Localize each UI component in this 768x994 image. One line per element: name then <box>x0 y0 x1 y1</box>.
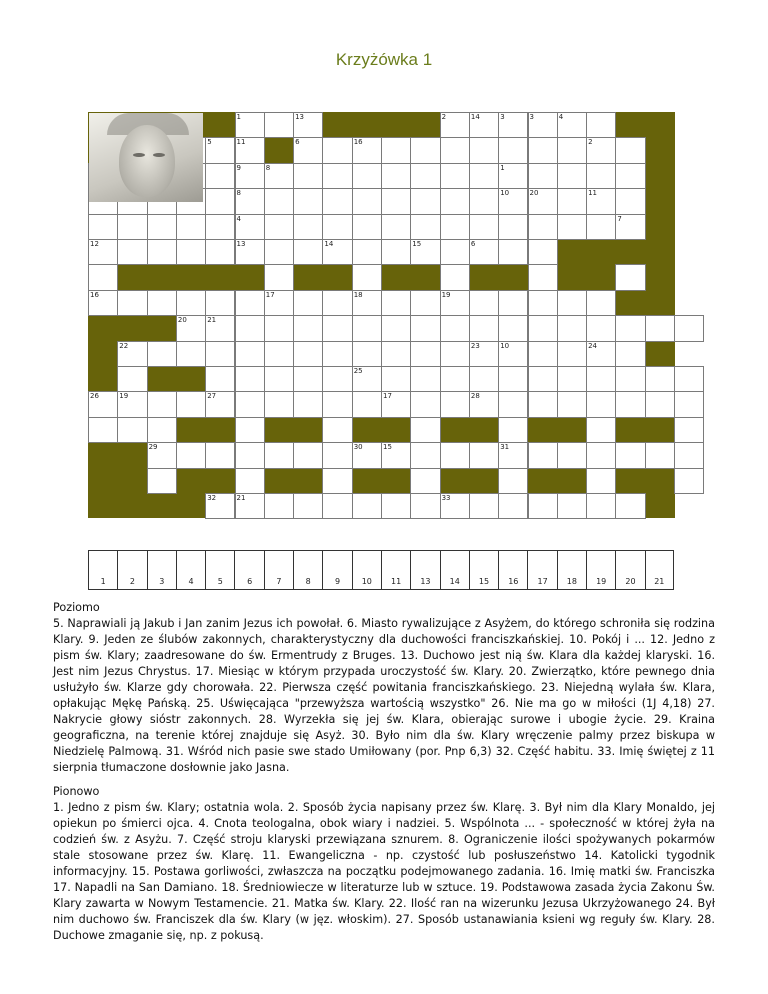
grid-cell[interactable] <box>117 290 147 316</box>
grid-cell[interactable] <box>235 417 265 443</box>
grid-cell[interactable] <box>498 493 528 519</box>
grid-cell[interactable] <box>147 214 177 240</box>
grid-cell[interactable] <box>498 137 528 163</box>
grid-cell[interactable] <box>615 137 645 163</box>
answer-number: 15 <box>478 577 490 586</box>
grid-cell[interactable] <box>586 315 616 341</box>
grid-cell[interactable] <box>88 214 118 240</box>
grid-cell[interactable] <box>293 391 323 417</box>
grid-cell[interactable] <box>88 264 118 290</box>
answer-number: 3 <box>159 577 165 586</box>
across-text: 5. Naprawiali ją Jakub i Jan zanim Jezus ich powołał. 6. Miasto rywalizujące z Asyżem, do którego schroniła się rodzina Klary. 9. Jeden ze ślubów zakonnych, charakterystyczny dla duchowości franciszkańskiej. 10. Pokój i ... 12. Jedno z pism św. Klary; zaadresowane do św. Ermentrudy z Bruges. 13. Duchowo jest nią św. Klara dla każdej klaryski. 16. Jest nim Jezus Chrystus. 17. Miesiąc w którym przypada uroczystość św. Klary. 20. Zwierzątko, które pewnego dnia usłużyło św. Klarze gdy chorowała. 22. Pierwsza część powitania franciszkańskiego. 23. Niejedną wylała św. Klara, opłakując Mękę Pańską. 25. Uświęcająca "przewyższa wartością wszystko" 26. Nie ma go w miłości (1J 4,18) 27. Nakrycie głowy sióstr zakonnych. 28. Wyrzekła się jej św. Klara, obierając surowe i ubogie życie. 29. Kraina geograficzna, na terenie której znajduje się Asyż. 30. Było nim dla św. Klary wręczenie palmy przez biskupa w Niedzielę Palmową. 31. Wśród nich pasie swe stado Umiłowany (por. Pnp 6,3) 32. Część habitu. 33. Imię świętej z 11 sierpnia tłumaczone dosłownie jako Jasna. <box>53 617 715 774</box>
grid-cell[interactable] <box>674 442 704 468</box>
grid-cell[interactable] <box>322 366 352 392</box>
grid-cell[interactable] <box>528 264 558 290</box>
clue-number: 30 <box>353 443 363 452</box>
grid-cell[interactable] <box>147 468 177 494</box>
answer-number: 19 <box>596 577 607 586</box>
clue-number: 20 <box>529 189 539 198</box>
grid-cell[interactable] <box>205 341 235 367</box>
grid-cell[interactable] <box>469 137 499 163</box>
grid-cell[interactable] <box>147 391 177 417</box>
grid-cell[interactable] <box>322 315 352 341</box>
grid-cell[interactable] <box>264 214 294 240</box>
answer-number: 18 <box>566 577 577 586</box>
grid-cell[interactable] <box>557 163 587 189</box>
grid-cell[interactable] <box>440 163 470 189</box>
grid-cell[interactable] <box>440 214 470 240</box>
grid-cell[interactable] <box>440 442 470 468</box>
grid-cell[interactable] <box>322 290 352 316</box>
grid-cell[interactable] <box>117 239 147 265</box>
grid-cell[interactable] <box>381 163 411 189</box>
answer-cell[interactable] <box>322 550 351 590</box>
grid-cell[interactable] <box>352 163 382 189</box>
grid-cell[interactable] <box>586 290 616 316</box>
grid-cell[interactable] <box>147 341 177 367</box>
clue-number: 16 <box>353 138 363 147</box>
answer-cell[interactable] <box>88 550 117 590</box>
grid-cell[interactable] <box>205 239 235 265</box>
grid-cell[interactable] <box>176 391 206 417</box>
answer-cell[interactable] <box>615 550 644 590</box>
grid-cell[interactable] <box>528 290 558 316</box>
clue-number: 22 <box>119 341 129 350</box>
grid-cell[interactable] <box>293 341 323 367</box>
clue-number: 14 <box>324 240 334 248</box>
grid-cell[interactable] <box>293 315 323 341</box>
clue-number: 33 <box>441 494 451 502</box>
answer-number: 17 <box>537 577 548 586</box>
grid-cell[interactable] <box>498 315 528 341</box>
portrait-photo <box>89 113 203 202</box>
grid-cell[interactable] <box>645 366 675 392</box>
grid-cell[interactable] <box>410 493 440 519</box>
grid-cell[interactable] <box>645 315 675 341</box>
grid-cell[interactable] <box>410 188 440 214</box>
grid-cell[interactable] <box>235 341 265 367</box>
grid-cell[interactable] <box>410 391 440 417</box>
grid-cell[interactable] <box>264 493 294 519</box>
answer-number: 7 <box>276 577 282 586</box>
grid-cell[interactable] <box>205 290 235 316</box>
grid-cell[interactable] <box>586 417 616 443</box>
grid-cell[interactable] <box>469 442 499 468</box>
answer-cell[interactable] <box>176 550 205 590</box>
grid-cell[interactable] <box>528 137 558 163</box>
grid-cell[interactable] <box>674 366 704 392</box>
clue-number: 6 <box>470 240 476 248</box>
clue-number: 8 <box>265 163 271 172</box>
grid-cell[interactable] <box>352 315 382 341</box>
grid-cell[interactable] <box>352 264 382 290</box>
grid-cell[interactable] <box>557 214 587 240</box>
clue-number: 27 <box>207 392 217 401</box>
clue-number: 21 <box>236 494 246 502</box>
grid-cell[interactable] <box>557 442 587 468</box>
clue-number: 15 <box>412 240 422 248</box>
grid-cell[interactable] <box>528 493 558 519</box>
grid-cell[interactable] <box>264 341 294 367</box>
grid-cell[interactable] <box>322 163 352 189</box>
grid-cell[interactable] <box>557 391 587 417</box>
grid-cell[interactable] <box>557 493 587 519</box>
grid-cell[interactable] <box>586 163 616 189</box>
clue-number: 17 <box>265 290 275 299</box>
grid-cell[interactable] <box>615 163 645 189</box>
grid-cell[interactable] <box>645 391 675 417</box>
grid-cell[interactable] <box>498 290 528 316</box>
answer-cell[interactable] <box>645 550 674 590</box>
answer-number: 4 <box>188 577 194 586</box>
grid-cell[interactable] <box>322 137 352 163</box>
clue-number: 23 <box>470 341 480 350</box>
clue-number: 32 <box>207 494 217 502</box>
grid-cell[interactable] <box>381 341 411 367</box>
grid-cell[interactable] <box>645 442 675 468</box>
grid-cell[interactable] <box>381 137 411 163</box>
grid-cell[interactable] <box>264 366 294 392</box>
grid-cell[interactable] <box>528 239 558 265</box>
grid-cell[interactable] <box>117 214 147 240</box>
grid-cell[interactable] <box>322 341 352 367</box>
grid-cell[interactable] <box>410 468 440 494</box>
grid-cell[interactable] <box>293 290 323 316</box>
answer-number: 13 <box>420 577 431 586</box>
grid-cell[interactable] <box>528 391 558 417</box>
answer-cell[interactable] <box>469 550 498 590</box>
answer-number: 11 <box>391 577 402 586</box>
grid-cell[interactable] <box>352 188 382 214</box>
clue-number: 13 <box>236 240 246 248</box>
grid-cell[interactable] <box>615 493 645 519</box>
clue-number: 15 <box>383 443 392 452</box>
clue-number: 25 <box>353 367 363 375</box>
clue-number: 18 <box>353 290 363 299</box>
grid-cell[interactable] <box>293 493 323 519</box>
grid-cell[interactable] <box>498 366 528 392</box>
answer-row <box>88 550 674 590</box>
across-clues <box>53 600 715 776</box>
clue-number: 5 <box>207 138 212 147</box>
grid-cell[interactable] <box>557 290 587 316</box>
grid-cell[interactable] <box>176 442 206 468</box>
clue-number: 3 <box>500 113 505 121</box>
clue-number: 26 <box>90 392 99 401</box>
grid-cell[interactable] <box>469 493 499 519</box>
grid-cell[interactable] <box>469 315 499 341</box>
answer-cell[interactable] <box>234 550 263 590</box>
clue-number: 7 <box>617 214 622 223</box>
grid-cell[interactable] <box>557 315 587 341</box>
clue-number: 10 <box>500 341 510 350</box>
grid-cell[interactable] <box>147 417 177 443</box>
grid-cell[interactable] <box>410 214 440 240</box>
clue-number: 8 <box>236 189 241 198</box>
grid-cell[interactable] <box>205 366 235 392</box>
answer-cell[interactable] <box>352 550 381 590</box>
grid-cell[interactable] <box>293 366 323 392</box>
grid-cell[interactable] <box>528 163 558 189</box>
answer-number: 5 <box>217 577 223 586</box>
grid-cell[interactable] <box>381 493 411 519</box>
clue-number: 29 <box>148 443 158 452</box>
down-text: 1. Jedno z pism św. Klary; ostatnia wola. 2. Sposób życia napisany przez św. Klarę. 3. Był nim dla Klary Monaldo, jej opiekun po śmierci ojca. 4. Cnota teologalna, obok wiary i nadziei. 5. Wspólnota ... - społeczność w której żyła na codzień św. z Asyżu. 7. Część stroju klaryski przewiązana sznurem. 8. Ograniczenie ilości spożywanych pokarmów stale stosowane przez św. Klarę. 11. Ewangeliczna - np. czystość lub posłuszeństwo 14. Katolicki tygodnik informacyjny. 15. Postawa gorliwości, zwłaszcza na początku podejmowanego zadania. 16. Imię matki św. Franciszka 17. Napadli na San Damiano. 18. Średniowiecze w literaturze lub w sztuce. 19. Podstawowa zasada życia Zakonu Św. Klary zawarta w Nowym Testamencie. 21. Matka św. Klary. 22. Ilość ran na wizerunku Jezusa Ukrzyżowanego 24. Był nim duchowo św. Franciszek dla św. Klary (w jęz. włoskim). 27. Sposób ustanawiania ksieni wg reguły św. Klary. 28. Duchowe zmaganie się, np. z pokusą. <box>53 801 715 942</box>
answer-number: 6 <box>247 577 253 586</box>
answer-cell[interactable] <box>557 550 586 590</box>
grid-cell[interactable] <box>498 391 528 417</box>
clue-number: 4 <box>558 113 564 121</box>
clue-number: 16 <box>90 290 99 299</box>
grid-cell[interactable] <box>352 239 382 265</box>
answer-number: 2 <box>129 577 135 586</box>
grid-cell[interactable] <box>381 290 411 316</box>
grid-cell[interactable] <box>410 417 440 443</box>
grid-cell[interactable] <box>322 391 352 417</box>
grid-cell[interactable] <box>381 214 411 240</box>
grid-cell[interactable] <box>469 188 499 214</box>
grid-cell[interactable] <box>381 366 411 392</box>
grid-cell[interactable] <box>293 188 323 214</box>
grid-cell[interactable] <box>352 493 382 519</box>
grid-cell[interactable] <box>674 417 704 443</box>
grid-cell[interactable] <box>498 468 528 494</box>
grid-cell[interactable] <box>528 341 558 367</box>
answer-number: 21 <box>654 577 665 586</box>
clue-number: 11 <box>236 138 246 147</box>
grid-cell[interactable] <box>264 442 294 468</box>
grid-cell[interactable] <box>147 290 177 316</box>
across-heading: Poziomo <box>53 601 100 614</box>
grid-cell[interactable] <box>381 239 411 265</box>
answer-cell[interactable] <box>264 550 293 590</box>
grid-cell[interactable] <box>264 391 294 417</box>
clue-number: 9 <box>236 163 241 172</box>
clue-number: 13 <box>295 113 305 121</box>
grid-cell[interactable] <box>440 391 470 417</box>
grid-cell[interactable] <box>88 417 118 443</box>
answer-cell[interactable] <box>410 550 439 590</box>
grid-cell[interactable] <box>615 188 645 214</box>
grid-cell[interactable] <box>586 493 616 519</box>
answer-number: 1 <box>100 577 106 586</box>
grid-cell[interactable] <box>440 137 470 163</box>
grid-cell[interactable] <box>117 417 147 443</box>
clue-number: 2 <box>588 138 593 147</box>
clue-number: 20 <box>177 316 187 325</box>
grid-cell[interactable] <box>586 468 616 494</box>
answer-cell[interactable] <box>498 550 527 590</box>
grid-cell[interactable] <box>440 366 470 392</box>
grid-cell[interactable] <box>498 214 528 240</box>
grid-cell[interactable] <box>381 188 411 214</box>
grid-cell[interactable] <box>322 442 352 468</box>
grid-cell[interactable] <box>586 442 616 468</box>
grid-cell[interactable] <box>352 214 382 240</box>
grid-cell[interactable] <box>322 493 352 519</box>
grid-cell[interactable] <box>352 391 382 417</box>
grid-cell[interactable] <box>615 442 645 468</box>
grid-cell[interactable] <box>381 315 411 341</box>
grid-cell[interactable] <box>264 315 294 341</box>
clue-number: 31 <box>500 443 510 452</box>
answer-number: 14 <box>449 577 460 586</box>
grid-cell[interactable] <box>235 290 265 316</box>
grid-cell[interactable] <box>469 214 499 240</box>
answer-number: 20 <box>625 577 636 586</box>
grid-cell[interactable] <box>674 315 704 341</box>
grid-cell[interactable] <box>117 366 147 392</box>
grid-cell[interactable] <box>557 188 587 214</box>
page-title: Krzyżówka 1 <box>335 50 433 69</box>
grid-cell[interactable] <box>293 163 323 189</box>
grid-cell[interactable] <box>264 112 294 138</box>
clue-number: 19 <box>119 392 129 401</box>
grid-cell[interactable] <box>410 366 440 392</box>
grid-cell[interactable] <box>674 391 704 417</box>
grid-cell[interactable] <box>498 417 528 443</box>
grid-cell[interactable] <box>440 188 470 214</box>
clue-number: 17 <box>383 392 392 401</box>
grid-cell[interactable] <box>528 214 558 240</box>
grid-cell[interactable] <box>322 188 352 214</box>
answer-number: 10 <box>361 577 372 586</box>
answer-number: 8 <box>305 577 311 586</box>
answer-cell[interactable] <box>440 550 469 590</box>
grid-cell[interactable] <box>586 391 616 417</box>
grid-cell[interactable] <box>264 188 294 214</box>
grid-cell[interactable] <box>615 315 645 341</box>
grid-cell[interactable] <box>235 391 265 417</box>
answer-cell[interactable] <box>586 550 615 590</box>
grid-cell[interactable] <box>440 315 470 341</box>
grid-cell[interactable] <box>528 366 558 392</box>
clue-number: 3 <box>529 113 534 121</box>
grid-cell[interactable] <box>205 163 235 189</box>
grid-cell[interactable] <box>528 442 558 468</box>
grid-cell[interactable] <box>557 341 587 367</box>
answer-cell[interactable] <box>293 550 322 590</box>
grid-cell[interactable] <box>410 341 440 367</box>
grid-cell[interactable] <box>615 341 645 367</box>
clue-number: 1 <box>236 113 241 121</box>
grid-cell[interactable] <box>586 214 616 240</box>
grid-cell[interactable] <box>322 468 352 494</box>
grid-cell[interactable] <box>205 214 235 240</box>
grid-cell[interactable] <box>352 341 382 367</box>
grid-cell[interactable] <box>410 290 440 316</box>
grid-cell[interactable] <box>440 264 470 290</box>
grid-cell[interactable] <box>176 214 206 240</box>
grid-cell[interactable] <box>410 442 440 468</box>
grid-cell[interactable] <box>410 137 440 163</box>
answer-cell[interactable] <box>117 550 146 590</box>
answer-number: 16 <box>508 577 519 586</box>
clue-number: 1 <box>500 163 505 172</box>
grid-cell[interactable] <box>528 315 558 341</box>
grid-cell[interactable] <box>469 163 499 189</box>
grid-cell[interactable] <box>235 468 265 494</box>
grid-cell[interactable] <box>469 290 499 316</box>
clue-number: 6 <box>295 138 300 147</box>
grid-cell[interactable] <box>615 391 645 417</box>
grid-cell[interactable] <box>235 366 265 392</box>
grid-cell[interactable] <box>440 239 470 265</box>
grid-cell[interactable] <box>176 239 206 265</box>
grid-cell[interactable] <box>586 366 616 392</box>
grid-cell[interactable] <box>615 366 645 392</box>
grid-cell[interactable] <box>674 468 704 494</box>
grid-cell[interactable] <box>469 366 499 392</box>
grid-cell[interactable] <box>322 417 352 443</box>
grid-cell[interactable] <box>410 315 440 341</box>
grid-cell[interactable] <box>410 163 440 189</box>
grid-cell[interactable] <box>205 442 235 468</box>
clue-number: 24 <box>588 341 598 350</box>
answer-cell[interactable] <box>381 550 410 590</box>
clue-number: 2 <box>441 113 447 121</box>
grid-cell[interactable] <box>293 442 323 468</box>
grid-cell[interactable] <box>205 188 235 214</box>
clue-number: 28 <box>470 392 480 401</box>
grid-cell[interactable] <box>235 442 265 468</box>
grid-cell[interactable] <box>557 137 587 163</box>
grid-cell[interactable] <box>176 341 206 367</box>
grid-cell[interactable] <box>293 214 323 240</box>
grid-cell[interactable] <box>176 290 206 316</box>
grid-cell[interactable] <box>235 315 265 341</box>
clue-number: 12 <box>90 240 99 248</box>
grid-cell[interactable] <box>322 214 352 240</box>
answer-cell[interactable] <box>527 550 556 590</box>
grid-cell[interactable] <box>147 239 177 265</box>
answer-cell[interactable] <box>205 550 234 590</box>
clue-number: 21 <box>207 316 217 325</box>
clue-number: 11 <box>588 189 598 198</box>
grid-cell[interactable] <box>615 264 645 290</box>
clue-number: 14 <box>470 113 480 121</box>
grid-cell[interactable] <box>498 239 528 265</box>
grid-cell[interactable] <box>440 341 470 367</box>
clue-number: 10 <box>500 189 510 198</box>
answer-cell[interactable] <box>147 550 176 590</box>
grid-cell[interactable] <box>586 112 616 138</box>
grid-cell[interactable] <box>293 239 323 265</box>
grid-cell[interactable] <box>264 239 294 265</box>
down-clues <box>53 784 715 944</box>
down-heading: Pionowo <box>53 785 100 798</box>
answer-number: 9 <box>334 577 341 586</box>
clue-number: 19 <box>441 290 451 299</box>
clue-number: 4 <box>236 214 241 223</box>
grid-cell[interactable] <box>264 264 294 290</box>
grid-cell[interactable] <box>557 366 587 392</box>
